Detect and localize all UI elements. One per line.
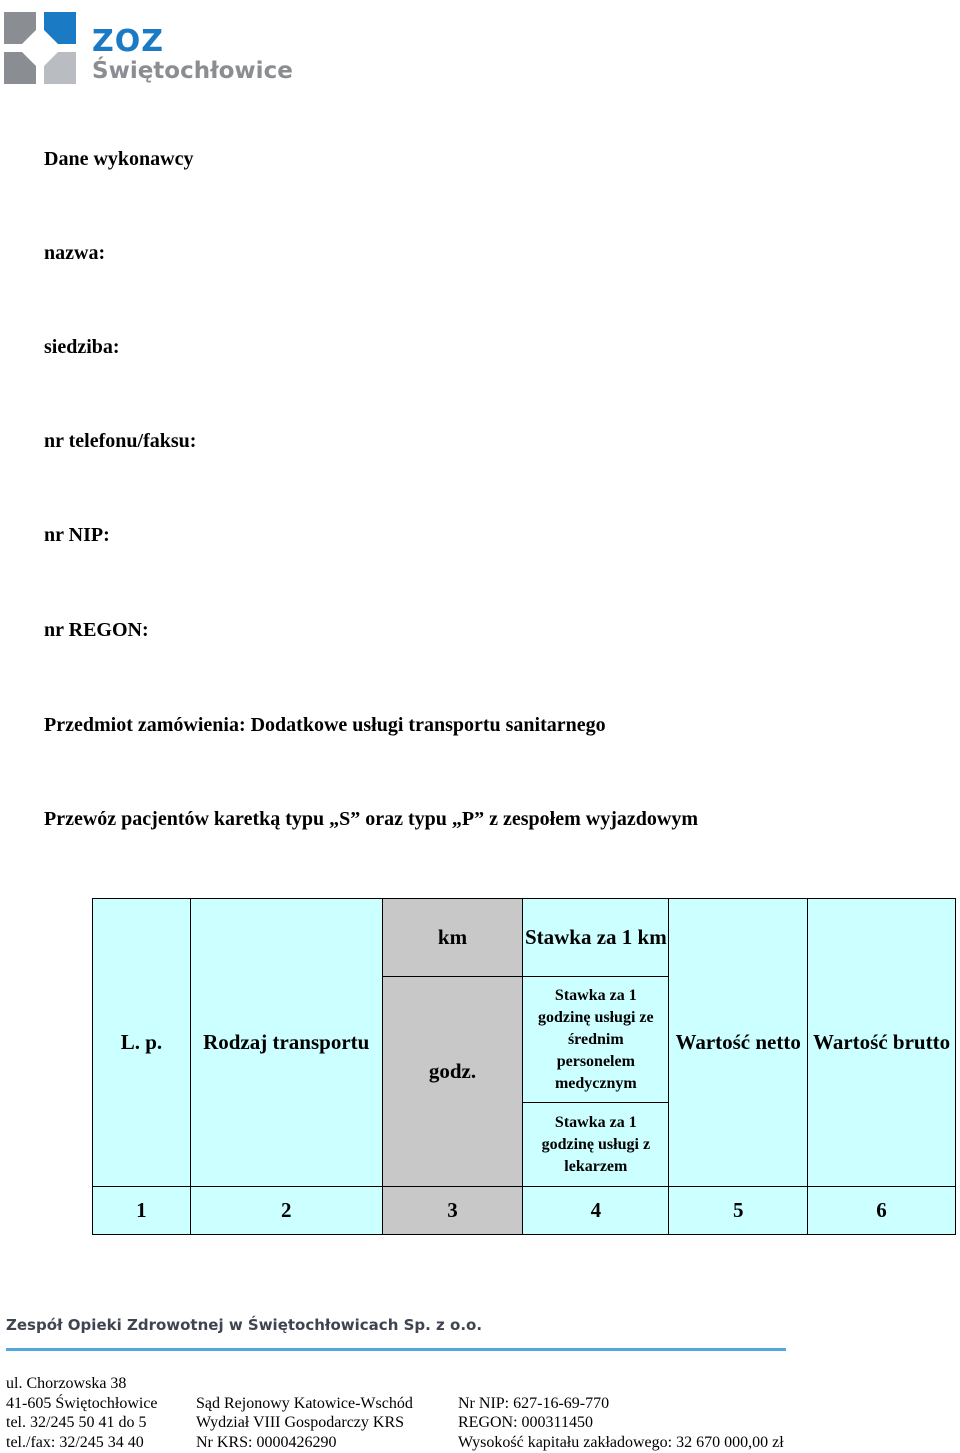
offer-table bbox=[92, 898, 956, 1235]
footer-line: Wydział VIII Gospodarczy KRS bbox=[196, 1414, 405, 1431]
column-number: 4 bbox=[523, 1187, 669, 1235]
header-hours: godz. bbox=[382, 977, 523, 1187]
header-gross-value: Wartość brutto bbox=[808, 899, 956, 1187]
footer-company-name: Zespół Opieki Zdrowotnej w Świętochłowicach Sp. z o.o. bbox=[6, 1316, 483, 1334]
footer-line: Wysokość kapitału zakładowego: 32 670 000,00 zł bbox=[458, 1433, 784, 1451]
contractor-heading: Dane wykonawcy bbox=[44, 148, 194, 170]
column-number: 2 bbox=[190, 1187, 382, 1235]
header-rate-km: Stawka za 1 km bbox=[523, 899, 669, 977]
footer-line: tel./fax: 32/245 34 40 bbox=[6, 1433, 144, 1451]
footer-line: Sąd Rejonowy Katowice-Wschód bbox=[196, 1394, 413, 1412]
footer-line: 41-605 Świętochłowice bbox=[6, 1394, 158, 1412]
footer-divider bbox=[6, 1348, 786, 1351]
transport-description: Przewóz pacjentów karetką typu „S” oraz typu „P” z zespołem wyjazdowym bbox=[44, 808, 698, 830]
column-number: 3 bbox=[382, 1187, 523, 1235]
phone-label: nr telefonu/faksu: bbox=[44, 430, 197, 452]
footer-line: Nr NIP: 627-16-69-770 bbox=[458, 1394, 610, 1412]
header-km: km bbox=[382, 899, 523, 977]
header-rate-doctor: Stawka za 1 godzinę usługi z lekarzem bbox=[523, 1103, 669, 1187]
header-transport-type: Rodzaj transportu bbox=[190, 899, 382, 1187]
footer-court bbox=[196, 1394, 413, 1453]
footer-line: tel. 32/245 50 41 do 5 bbox=[6, 1414, 147, 1431]
column-number: 6 bbox=[808, 1187, 956, 1235]
column-number: 1 bbox=[93, 1187, 191, 1235]
order-subject: Przedmiot zamówienia: Dodatkowe usługi transportu sanitarnego bbox=[44, 714, 606, 736]
logo-line-2: Świętochłowice bbox=[92, 58, 293, 84]
regon-label: nr REGON: bbox=[44, 619, 149, 641]
logo-line-1: ZOZ bbox=[92, 24, 165, 59]
header-lp: L. p. bbox=[93, 899, 191, 1187]
footer-registration bbox=[458, 1394, 784, 1453]
header-rate-medical-staff: Stawka za 1 godzinę usługi ze średnim personelem medycznym bbox=[523, 977, 669, 1103]
logo-mark-icon bbox=[4, 12, 82, 88]
footer-line: REGON: 000311450 bbox=[458, 1414, 593, 1431]
name-label: nazwa: bbox=[44, 242, 106, 264]
seat-label: siedziba: bbox=[44, 336, 120, 358]
nip-label: nr NIP: bbox=[44, 524, 110, 546]
footer-address bbox=[6, 1374, 158, 1452]
column-number: 5 bbox=[669, 1187, 808, 1235]
footer-line: Nr KRS: 0000426290 bbox=[196, 1433, 337, 1451]
header-net-value: Wartość netto bbox=[669, 899, 808, 1187]
footer-line: ul. Chorzowska 38 bbox=[6, 1375, 127, 1392]
zoz-logo bbox=[4, 10, 294, 90]
